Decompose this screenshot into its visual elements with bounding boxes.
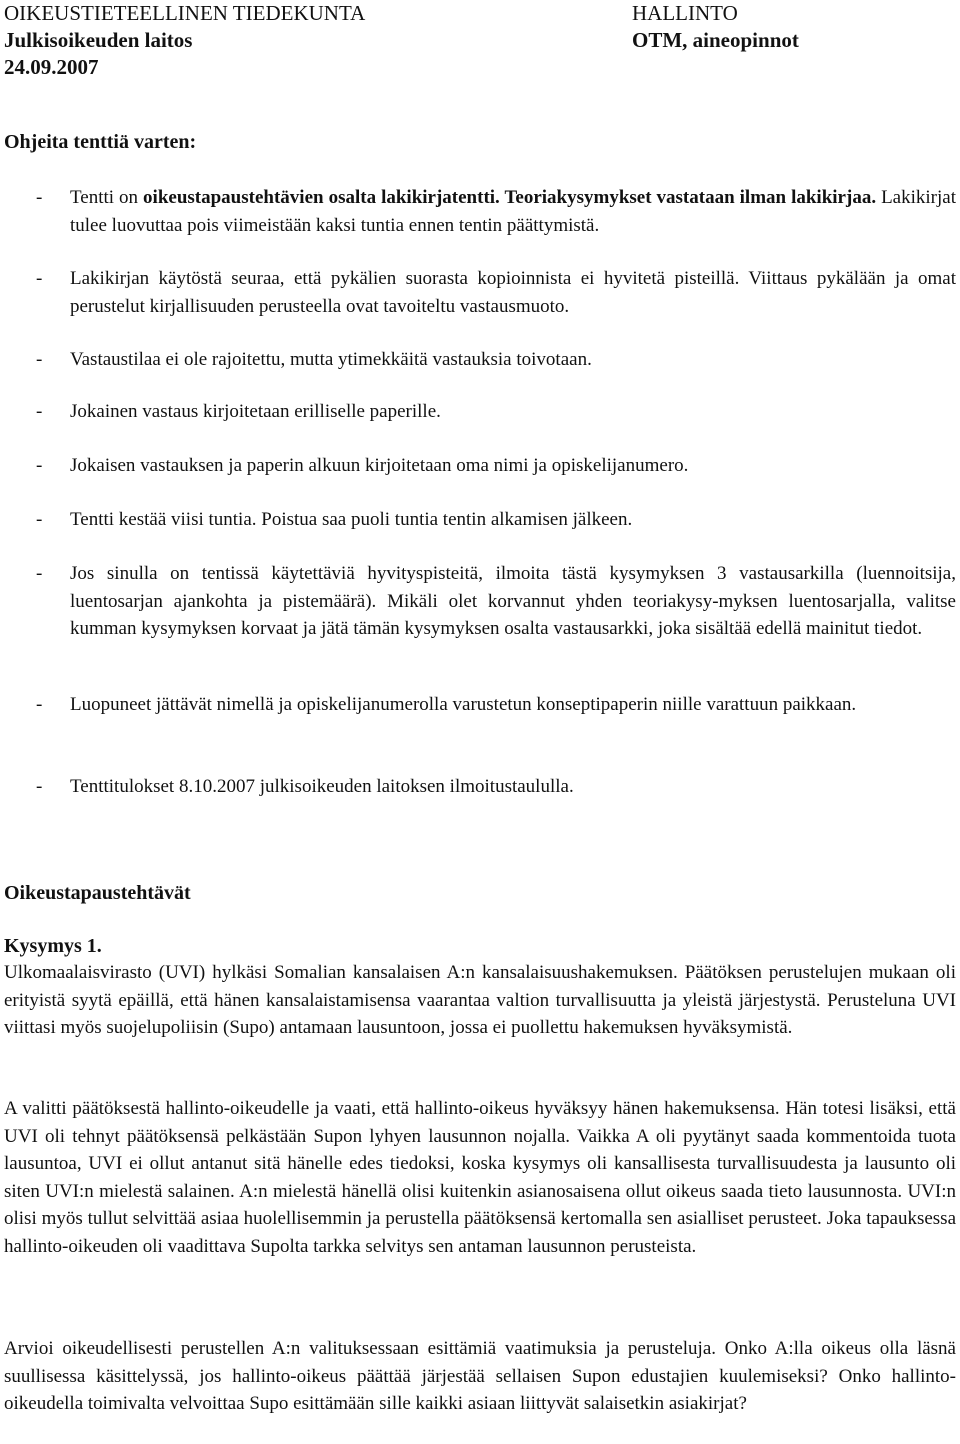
- instruction-item-5: [4, 452, 956, 480]
- question-1-title: Kysymys 1.: [4, 935, 102, 957]
- header-right: [632, 0, 799, 54]
- instruction-item-7: [4, 560, 956, 643]
- case-paragraph-1: Ulkomaalaisvirasto (UVI) hylkäsi Somalian kansalaisen A:n kansalaisuushakemuksen. Päätöksen perustelujen mukaan oli erityistä syytä epäillä, että hänen kansalaistamisensa vaarantaa valtion turvallisuutta ja yleistä järjestystä. Perusteluna UVI viittasi myös suojelupoliisin (Supo) antamaan lausuntoon, jossa ei puollettu hakemuksen hyväksymistä.: [4, 962, 956, 1038]
- instruction-text-8: Luopuneet jättävät nimellä ja opiskelijanumerolla varustetun konseptipaperin niille varattuun paikkaan.: [70, 694, 857, 715]
- case-paragraph-2: A valitti päätöksestä hallinto-oikeudelle ja vaati, että hallinto-oikeus hyväksyy hänen hakemuksensa. Hän totesi lisäksi, että UVI oli tehnyt päätöksensä pelkästään Supon lyhyen lausunnon nojalla. Vaikka A oli pyytänyt saada kommentoida tuota lausuntoa, UVI ei ollut antanut sitä hänelle edes tiedoksi, koska kysymys oli kansallisesta turvallisuudesta ja lausunto oli siten UVI:n mielestä salainen. A:n mielestä hänellä olisi kuitenkin asianosaisena ollut oikeus saada tieto lausunnosta. UVI:n olisi myös tullut selvittää asiaa huolellisemmin ja perustella päätöksensä kertomalla sen asialliset perusteet. Joka tapauksessa hallinto-oikeuden oli vaadittava Supolta tarkka selvitys sen antaman lausunnon perusteista.: [4, 1098, 956, 1257]
- bullet-dash: -: [36, 349, 43, 370]
- instruction-item-1: [4, 184, 956, 239]
- bullet-dash: -: [36, 776, 43, 797]
- instruction-item-2: [4, 265, 956, 320]
- instruction-text-6: Tentti kestää viisi tuntia. Poistua saa puoli tuntia tentin alkamisen jälkeen.: [70, 509, 633, 530]
- cases-title: Oikeustapaustehtävät: [4, 882, 191, 904]
- instruction-text-3: Vastaustilaa ei ole rajoitettu, mutta ytimekkäitä vastauksia toivotaan.: [70, 349, 592, 370]
- bullet-dash: -: [36, 455, 43, 476]
- instruction-item-4: [4, 398, 956, 426]
- department-name: Julkisoikeuden laitos: [4, 28, 193, 52]
- bullet-dash: -: [36, 187, 43, 208]
- bullet-dash: -: [36, 509, 43, 530]
- study-level: OTM, aineopinnot: [632, 28, 799, 52]
- instructions-title: Ohjeita tenttiä varten:: [4, 131, 197, 153]
- instruction-text-7: Jos sinulla on tentissä käytettäviä hyvityspisteitä, ilmoita tästä kysymyksen 3 vastausarkilla (luennoitsija, luentosarjan ajankohta ja pistemäärä). Mikäli olet korvannut yhden teoriakysy-myksen luentosarjalla, valitse kumman kysymyksen korvaat ja jätä tämän kysymyksen osalta vastausarkki, joka sisältää edellä mainitut tiedot.: [70, 563, 956, 639]
- instruction-1-intro: Tentti on: [70, 187, 144, 208]
- instruction-1-emphasis: oikeustapaustehtävien osalta lakikirjatentti. Teoriakysymykset vastataan ilman lakikirjaa.: [143, 187, 877, 208]
- instruction-item-8: [4, 691, 956, 719]
- bullet-dash: -: [36, 268, 43, 289]
- instruction-text-9: Tenttitulokset 8.10.2007 julkisoikeuden laitoksen ilmoitustaululla.: [70, 776, 574, 797]
- bullet-dash: -: [36, 694, 43, 715]
- instruction-1-rest: Lakikirjat tulee luovuttaa pois viimeistään kaksi tuntia ennen tentin päättymistä.: [70, 187, 956, 236]
- faculty-name: OIKEUSTIETEELLINEN TIEDEKUNTA: [4, 1, 366, 25]
- exam-date: 24.09.2007: [4, 55, 99, 79]
- header-left: [4, 0, 365, 81]
- subject-name: HALLINTO: [632, 1, 738, 25]
- instruction-item-6: [4, 506, 956, 534]
- instruction-item-9: [4, 773, 956, 801]
- instruction-text-1: [70, 184, 956, 239]
- instruction-text-4: Jokainen vastaus kirjoitetaan erilliselle paperille.: [70, 401, 441, 422]
- bullet-dash: -: [36, 563, 43, 584]
- instruction-item-3: [4, 346, 956, 374]
- instruction-text-5: Jokaisen vastauksen ja paperin alkuun kirjoitetaan oma nimi ja opiskelijanumero.: [70, 455, 689, 476]
- bullet-dash: -: [36, 401, 43, 422]
- instruction-text-2: Lakikirjan käytöstä seuraa, että pykälien suorasta kopioinnista ei hyvitetä pisteillä. Viittaus pykälään ja omat perustelut kirjallisuuden perusteella ovat tavoiteltu vastausmuoto.: [70, 268, 956, 317]
- case-paragraph-3: Arvioi oikeudellisesti perustellen A:n valituksessaan esittämiä vaatimuksia ja perusteluja. Onko A:lla oikeus olla läsnä suullisessa käsittelyssä, jos hallinto-oikeus päättää järjestää sellaisen Supon edustajien kuulemiseksi? Onko hallinto-oikeudella toimivalta velvoittaa Supo esittämään sille kaikki asiaan liittyvät salaisetkin asiakirjat?: [4, 1338, 956, 1414]
